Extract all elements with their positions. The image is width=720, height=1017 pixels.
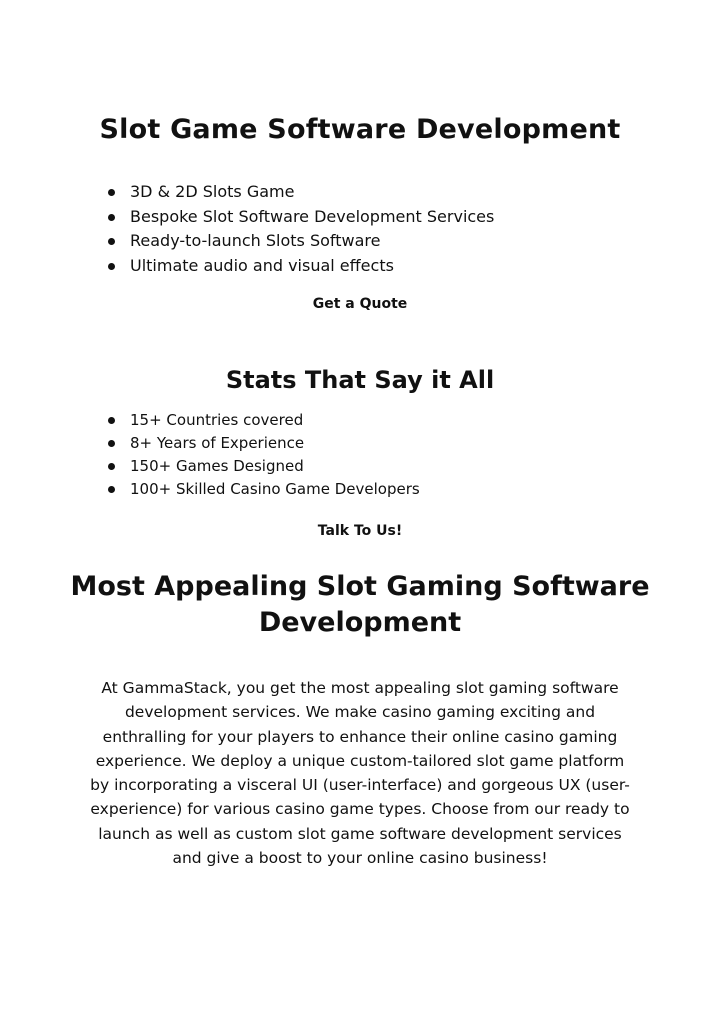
list-item-text: Ready-to-launch Slots Software <box>130 231 381 250</box>
list-item <box>108 432 420 455</box>
section1-title: Slot Game Software Development <box>99 114 621 145</box>
get-a-quote-link[interactable]: Get a Quote <box>312 296 408 312</box>
bullet-icon <box>108 214 115 221</box>
bullet-icon <box>108 417 115 424</box>
section2-stats-list <box>108 409 420 501</box>
list-item <box>108 409 420 432</box>
bullet-icon <box>108 463 115 470</box>
bullet-icon <box>108 189 115 196</box>
list-item <box>108 180 494 205</box>
list-item <box>108 229 494 254</box>
talk-to-us-link[interactable]: Talk To Us! <box>317 523 403 539</box>
bullet-icon <box>108 263 115 270</box>
section1-feature-list <box>108 180 494 278</box>
list-item-text: 150+ Games Designed <box>130 457 304 475</box>
list-item-text: 8+ Years of Experience <box>130 434 305 452</box>
bullet-icon <box>108 486 115 493</box>
list-item-text: Ultimate audio and visual effects <box>130 255 394 275</box>
list-item-text: 3D & 2D Slots Game <box>130 182 295 201</box>
list-item <box>108 254 494 279</box>
bullet-icon <box>108 238 115 245</box>
section2-title: Stats That Say it All <box>225 366 495 394</box>
list-item <box>108 478 420 501</box>
list-item-text: Bespoke Slot Software Development Services <box>130 206 495 226</box>
list-item <box>108 205 494 230</box>
list-item-text: 15+ Countries covered <box>130 411 304 429</box>
list-item <box>108 455 420 478</box>
section3-paragraph: At GammaStack, you get the most appealing slot gaming software development services. We make casino gaming exciting and enthralling for your players to enhance their online casino gaming experience. We deploy a unique custom-tailored slot game platform by incorporating a visceral UI (user-interface) and gorgeous UX (user-experience) for various casino game types. Choose from our ready to launch as well as custom slot game software development services and give a boost to your online casino business! <box>90 679 630 868</box>
bullet-icon <box>108 440 115 447</box>
list-item-text: 100+ Skilled Casino Game Developers <box>130 480 420 498</box>
section3-title: Most Appealing Slot Gaming Software Development <box>70 571 650 638</box>
